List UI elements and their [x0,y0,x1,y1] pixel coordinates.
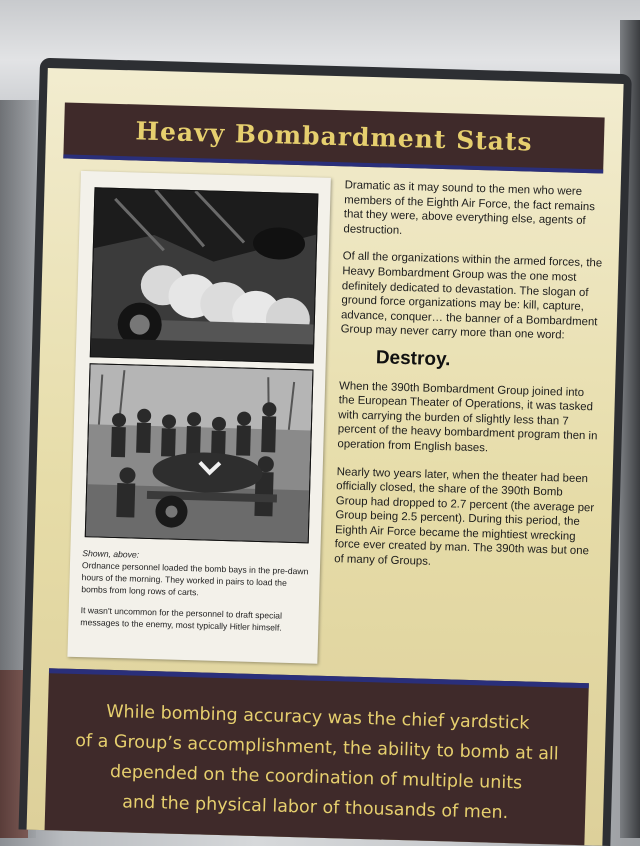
title-banner [63,102,604,173]
ordnance-crew-illustration [86,364,313,542]
photo-caption [80,547,310,643]
quote-line: of a Group’s accomplishment, the ability to bomb at all [74,730,559,765]
quote-line: and the physical labor of thousands of men. [122,792,509,824]
article-paragraph-1: Dramatic as it may sound to the men who were members of the Eighth Air Force, the fact remains that they were, above everything else, agents of destruction. [343,179,596,237]
quote-line: While bombing accuracy was the chief yardstick [105,701,530,734]
quote-line: depended on the coordination of multiple units [109,761,523,794]
bomb-loading-illustration [91,188,318,362]
sign-title: Heavy Bombardment Stats [135,115,534,157]
article-paragraph-3: When the 390th Bombardment Group joined into the European Theater of Operations, it was tasked with carrying the burden of slightly less than 7 percent of the heavy bombardment program then in operation from English bases. [337,379,598,455]
sign-board [27,68,624,846]
quote-banner [44,668,589,846]
caption-line-1: Ordnance personnel loaded the bomb bays in the pre-dawn hours of the morning. They worked in pairs to load the bombs from long rows of carts. [81,560,309,598]
photo-panel [67,171,330,664]
photo-ordnance-crew [85,363,314,543]
article-paragraph-4: Nearly two years later, when the theater had been officially closed, the share of the 390th Bomb Group had dropped to 2.7 percent (the average per Group being 2.5 percent). During this period, the Eighth Air Force became the mightiest wrecking force ever created by man. The 390th was but one of many of Groups. [334,465,595,568]
article-text [334,178,605,587]
photo-bomb-loading [90,187,319,363]
sign-frame [19,58,632,846]
caption-label: Shown, above: [82,548,140,560]
article-paragraph-2: Of all the organizations within the armed forces, the Heavy Bombardment Group was the one most definitely dedicated to devastation. The slogan of ground force organizations may be: kill, capture, advance, conquer… the banner of a Bombardment Group may never carry more than one word: [340,250,603,342]
caption-line-2: It wasn't uncommon for the personnel to draft special messages to the enemy, most typically Hitler himself. [80,605,283,633]
quote-text [65,696,568,830]
emphasis-word: Destroy. [375,347,451,371]
